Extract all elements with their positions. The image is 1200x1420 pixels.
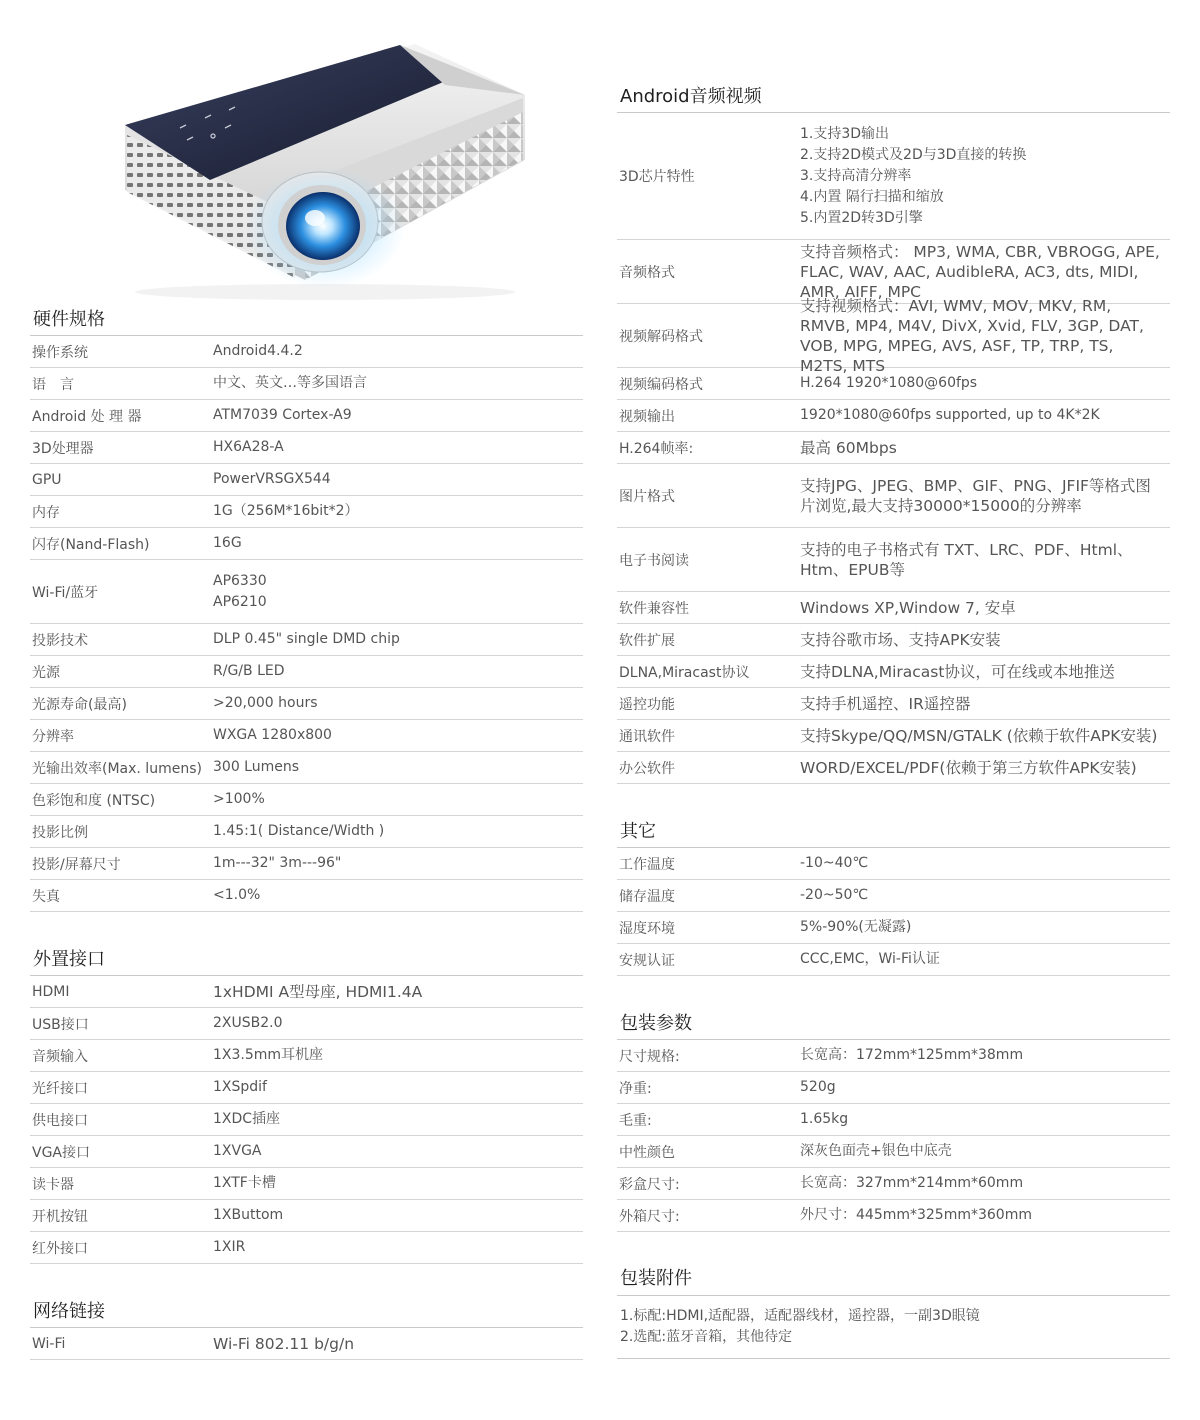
spec-value-text: 520g	[800, 1079, 836, 1095]
spec-value-text: 最高 60Mbps	[800, 438, 897, 457]
spec-label: 软件扩展	[619, 632, 675, 649]
spec-value-text: 1.45:1( Distance/Width )	[213, 823, 385, 839]
spec-label: 音频输入	[32, 1048, 88, 1065]
spec-value	[800, 1072, 1164, 1103]
section-title: 硬件规格	[33, 309, 105, 330]
spec-value-text: 支持DLNA,Miracast协议，可在线或本地推送	[800, 662, 1115, 681]
spec-label: Android 处 理 器	[32, 408, 142, 425]
section-title: 包装参数	[620, 1013, 692, 1034]
spec-value	[213, 1072, 577, 1103]
spec-label: 视频输出	[619, 408, 675, 425]
spec-value-text: 1XDC插座	[213, 1111, 281, 1127]
spec-value	[800, 1040, 1164, 1071]
spec-value	[800, 944, 1164, 975]
spec-row	[617, 880, 1170, 912]
spec-value-text: 5%-90%(无凝露)	[800, 919, 912, 935]
spec-label: 遥控功能	[619, 696, 675, 713]
spec-value-text: 1xHDMI A型母座, HDMI1.4A	[213, 982, 423, 1001]
spec-value-text: 1XTF卡槽	[213, 1175, 276, 1191]
spec-row	[30, 848, 583, 880]
spec-row	[617, 464, 1170, 528]
spec-label: 电子书阅读	[619, 552, 689, 569]
spec-row	[30, 1328, 583, 1360]
spec-label: 安规认证	[619, 952, 675, 969]
accessories-text: 1.标配:HDMI,适配器，适配器线材，遥控器，一副3D眼镜 2.选配:蓝牙音箱，其他待定	[620, 1308, 980, 1345]
spec-value	[800, 656, 1164, 687]
spec-row	[30, 720, 583, 752]
spec-row	[30, 784, 583, 816]
spec-value	[213, 400, 577, 431]
spec-value-text: PowerVRSGX544	[213, 471, 331, 487]
spec-row	[30, 688, 583, 720]
spec-value	[800, 688, 1164, 719]
spec-value	[213, 1168, 577, 1199]
spec-row	[617, 432, 1170, 464]
spec-label: 光纤接口	[32, 1080, 88, 1097]
spec-value	[800, 400, 1164, 431]
spec-value	[800, 113, 1164, 239]
spec-value	[213, 688, 577, 719]
section-divider	[617, 1358, 1170, 1359]
spec-value	[213, 656, 577, 687]
spec-row	[30, 1232, 583, 1264]
spec-value	[800, 592, 1164, 623]
spec-value-text: WXGA 1280x800	[213, 727, 332, 743]
spec-value-text: 1XSpdif	[213, 1079, 267, 1095]
spec-row	[617, 592, 1170, 624]
spec-label: 投影/屏幕尺寸	[32, 856, 121, 873]
spec-row	[30, 1104, 583, 1136]
spec-row	[30, 976, 583, 1008]
section-title: Android音频视频	[620, 86, 762, 107]
section-title: 包装附件	[620, 1268, 692, 1289]
spec-value-text: 支持JPG、JPEG、BMP、GIF、PNG、JFIF等格式图片浏览,最大支持30000*15000的分辨率	[800, 476, 1151, 515]
spec-value	[800, 464, 1164, 527]
spec-value-text: Wi-Fi 802.11 b/g/n	[213, 1334, 355, 1353]
spec-label: HDMI	[32, 983, 70, 1000]
spec-label: 中性颜色	[619, 1144, 675, 1161]
spec-row	[617, 752, 1170, 784]
spec-value-text: 支持手机遥控、IR遥控器	[800, 694, 971, 713]
spec-value-text: -20~50℃	[800, 887, 869, 903]
spec-value	[213, 368, 577, 399]
spec-value-text: 外尺寸：445mm*325mm*360mm	[800, 1207, 1032, 1223]
spec-label: 图片格式	[619, 488, 675, 505]
spec-row	[617, 400, 1170, 432]
spec-value-text: 1G（256M*16bit*2）	[213, 503, 359, 519]
spec-value-text: H.264 1920*1080@60fps	[800, 375, 978, 391]
spec-value	[213, 752, 577, 783]
spec-row	[30, 656, 583, 688]
spec-value	[800, 528, 1164, 591]
spec-label: DLNA,Miracast协议	[619, 664, 750, 681]
spec-value	[213, 336, 577, 367]
spec-label: 外箱尺寸:	[619, 1208, 680, 1225]
spec-label: USB接口	[32, 1016, 89, 1033]
spec-row	[617, 1136, 1170, 1168]
spec-value	[800, 880, 1164, 911]
section-title: 网络链接	[33, 1301, 105, 1322]
spec-row	[617, 944, 1170, 976]
spec-value	[213, 432, 577, 463]
spec-label: 语 言	[32, 376, 74, 393]
spec-row	[30, 1200, 583, 1232]
spec-row	[30, 816, 583, 848]
spec-label: 读卡器	[32, 1176, 74, 1193]
spec-value-text: 1X3.5mm耳机座	[213, 1047, 324, 1063]
spec-row	[30, 1168, 583, 1200]
spec-value-text: 1XIR	[213, 1239, 246, 1255]
spec-value-text: >100%	[213, 791, 265, 807]
spec-value-text: 长宽高：172mm*125mm*38mm	[800, 1047, 1024, 1063]
spec-row	[30, 1136, 583, 1168]
spec-row	[30, 368, 583, 400]
spec-label: 分辨率	[32, 728, 74, 745]
spec-label: 音频格式	[619, 264, 675, 281]
spec-value-text: Android4.4.2	[213, 343, 303, 359]
spec-value	[213, 1008, 577, 1039]
spec-label: 办公软件	[619, 760, 675, 777]
spec-value	[800, 1168, 1164, 1199]
spec-label: H.264帧率:	[619, 440, 694, 457]
spec-row	[30, 624, 583, 656]
spec-row	[30, 1072, 583, 1104]
spec-value	[213, 1328, 577, 1359]
spec-row	[30, 1040, 583, 1072]
spec-value	[800, 1136, 1164, 1167]
spec-value-text: 1XVGA	[213, 1143, 262, 1159]
spec-row	[617, 720, 1170, 752]
spec-label: 光源寿命(最高)	[32, 696, 127, 713]
spec-value-text: ATM7039 Cortex-A9	[213, 407, 352, 423]
spec-value-text: 1920*1080@60fps supported, up to 4K*2K	[800, 407, 1100, 423]
spec-row	[617, 1168, 1170, 1200]
spec-value-text: 支持的电子书格式有 TXT、LRC、PDF、Html、Htm、EPUB等	[800, 540, 1133, 579]
spec-row	[617, 113, 1170, 240]
spec-value	[800, 1200, 1164, 1231]
spec-label: 3D芯片特性	[619, 169, 695, 185]
spec-row	[617, 656, 1170, 688]
spec-label: 内存	[32, 504, 60, 521]
spec-row	[617, 240, 1170, 304]
spec-label: 开机按钮	[32, 1208, 88, 1225]
spec-value	[800, 912, 1164, 943]
spec-value	[213, 560, 577, 623]
spec-row	[617, 912, 1170, 944]
spec-label: VGA接口	[32, 1144, 91, 1161]
spec-label: 净重:	[619, 1080, 652, 1097]
spec-value	[213, 624, 577, 655]
spec-value	[213, 880, 577, 911]
spec-value-text: DLP 0.45" single DMD chip	[213, 631, 400, 647]
spec-value	[800, 240, 1164, 303]
section-title: 其它	[620, 821, 656, 842]
spec-value-text: >20,000 hours	[213, 695, 318, 711]
spec-value	[800, 848, 1164, 879]
spec-value-text: 1.65kg	[800, 1111, 849, 1127]
spec-row	[617, 528, 1170, 592]
spec-value-text: 长宽高：327mm*214mm*60mm	[800, 1175, 1024, 1191]
spec-value-text: HX6A28-A	[213, 439, 284, 455]
section-divider	[617, 1295, 1170, 1296]
spec-value-text: 16G	[213, 535, 242, 551]
spec-row	[30, 400, 583, 432]
spec-value	[800, 368, 1164, 399]
spec-value	[213, 720, 577, 751]
spec-row	[617, 368, 1170, 400]
spec-value-text: 300 Lumens	[213, 759, 300, 775]
spec-label: 毛重:	[619, 1112, 652, 1129]
spec-value-text: 支持音频格式： MP3, WMA, CBR, VBROGG, APE, FLAC, WAV, AAC, AudibleRA, AC3, dts, MIDI, AMR, AIFF, MPC	[800, 242, 1160, 301]
spec-label: 操作系统	[32, 344, 88, 361]
spec-value	[800, 432, 1164, 463]
spec-label: 3D处理器	[32, 440, 94, 457]
spec-row	[617, 296, 1170, 375]
spec-row	[30, 752, 583, 784]
spec-label: 湿度环境	[619, 920, 675, 937]
spec-value	[800, 296, 1164, 375]
spec-value	[213, 1200, 577, 1231]
spec-label: 尺寸规格:	[619, 1048, 680, 1065]
spec-label: 投影技术	[32, 632, 88, 649]
spec-value	[213, 1040, 577, 1071]
spec-label: GPU	[32, 471, 62, 488]
spec-row	[30, 560, 583, 624]
spec-row	[30, 464, 583, 496]
spec-value-text: 深灰色面壳+银色中底壳	[800, 1143, 952, 1159]
spec-value	[213, 784, 577, 815]
projector-image	[115, 40, 535, 305]
spec-value-text: 支持视频格式：AVI, WMV, MOV, MKV, RM, RMVB, MP4, M4V, DivX, Xvid, FLV, 3GP, DAT, VOB, MPG, MPEG, AVS, ASF, TP, TRP, TS, M2TS, MTS	[800, 296, 1144, 375]
section-title: 外置接口	[33, 949, 105, 970]
spec-value	[213, 816, 577, 847]
spec-row	[30, 528, 583, 560]
spec-value	[800, 624, 1164, 655]
spec-value-text: WORD/EXCEL/PDF(依赖于第三方软件APK安装)	[800, 758, 1137, 777]
spec-label: Wi-Fi	[32, 1335, 66, 1352]
spec-value	[213, 976, 577, 1007]
spec-row	[617, 1072, 1170, 1104]
spec-label: 通讯软件	[619, 728, 675, 745]
spec-label: 光输出效率(Max. lumens)	[32, 760, 202, 777]
spec-value-text: 1.支持3D输出 2.支持2D模式及2D与3D直接的转换 3.支持高清分辨率 4.内置 隔行扫描和缩放 5.内置2D转3D引擎	[800, 125, 1027, 226]
spec-value-text: 1m---32" 3m---96"	[213, 855, 342, 871]
spec-label: 储存温度	[619, 888, 675, 905]
spec-row	[617, 688, 1170, 720]
spec-label: 光源	[32, 664, 60, 681]
spec-value	[800, 752, 1164, 783]
spec-value-text: <1.0%	[213, 887, 261, 903]
spec-value	[213, 1232, 577, 1263]
spec-value-text: Windows XP,Window 7, 安卓	[800, 598, 1016, 617]
spec-label: 色彩饱和度 (NTSC)	[32, 792, 156, 809]
spec-value-text: 支持谷歌市场、支持APK安装	[800, 630, 1001, 649]
spec-value	[800, 1104, 1164, 1135]
spec-label: 闪存(Nand-Flash)	[32, 536, 150, 553]
spec-label: 供电接口	[32, 1112, 88, 1129]
spec-value	[213, 528, 577, 559]
spec-value	[213, 1104, 577, 1135]
spec-row	[30, 496, 583, 528]
spec-value-text: AP6330 AP6210	[213, 572, 267, 610]
spec-label: 视频编码格式	[619, 376, 703, 393]
spec-label: 软件兼容性	[619, 600, 689, 617]
spec-row	[617, 1040, 1170, 1072]
spec-label: Wi-Fi/蓝牙	[32, 584, 99, 601]
spec-row	[30, 432, 583, 464]
spec-value-text: 中文、英文…等多国语言	[213, 375, 367, 391]
spec-value-text: CCC,EMC，Wi-Fi认证	[800, 951, 940, 967]
spec-row	[617, 848, 1170, 880]
spec-label: 失真	[32, 888, 60, 905]
spec-label: 视频解码格式	[619, 328, 703, 345]
spec-value	[213, 496, 577, 527]
spec-label: 工作温度	[619, 856, 675, 873]
spec-value-text: 1XButtom	[213, 1207, 284, 1223]
spec-row	[617, 1200, 1170, 1232]
spec-row	[617, 624, 1170, 656]
spec-value-text: -10~40℃	[800, 855, 869, 871]
spec-label: 红外接口	[32, 1240, 88, 1257]
spec-value-text: 2XUSB2.0	[213, 1015, 283, 1031]
spec-row	[617, 1104, 1170, 1136]
spec-row	[30, 1008, 583, 1040]
spec-row	[30, 880, 583, 912]
spec-label: 投影比例	[32, 824, 88, 841]
spec-label: 彩盒尺寸:	[619, 1176, 680, 1193]
spec-value	[800, 720, 1164, 751]
spec-value	[213, 1136, 577, 1167]
spec-value-text: R/G/B LED	[213, 663, 285, 679]
spec-value	[213, 848, 577, 879]
spec-value	[213, 464, 577, 495]
spec-row	[30, 336, 583, 368]
spec-value-text: 支持Skype/QQ/MSN/GTALK (依赖于软件APK安装)	[800, 726, 1158, 745]
